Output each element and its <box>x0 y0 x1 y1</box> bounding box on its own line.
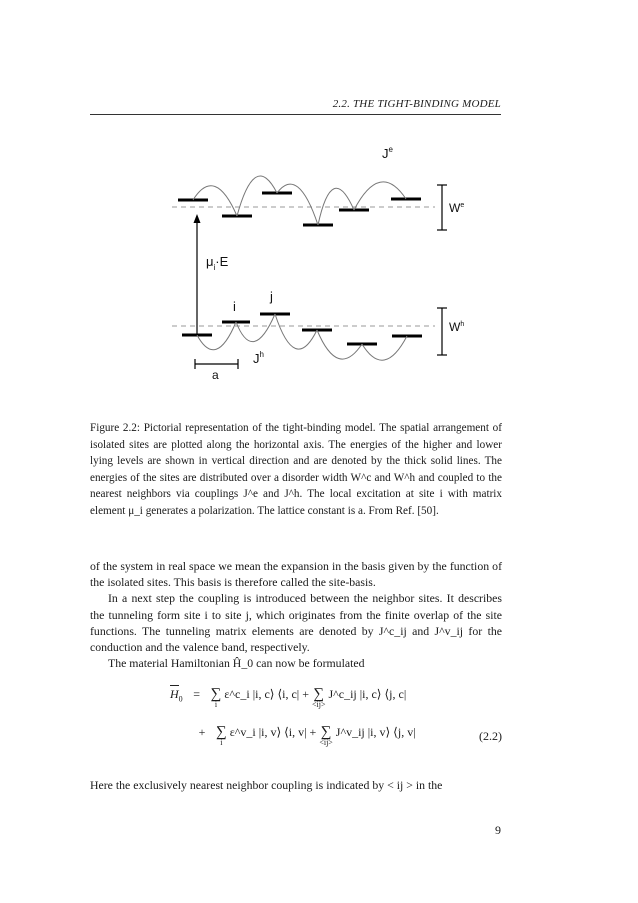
excitation-arrowhead <box>194 214 201 223</box>
upper-level-bars <box>178 193 421 225</box>
we-bracket <box>437 185 447 230</box>
equation-number: (2.2) <box>479 729 502 743</box>
page-number: 9 <box>495 823 501 837</box>
paragraph-1: of the system in real space we mean the expansion in the basis given by the function of the isolated sites. This basis is therefore called the site-basis. <box>90 559 502 590</box>
wh-bracket <box>437 308 447 355</box>
sum-symbol: ∑ i <box>210 686 222 709</box>
eq-row1-term1: ε^c_i |i, c⟩ ⟨i, c| <box>224 687 300 701</box>
running-header: 2.2. THE TIGHT-BINDING MODEL <box>332 98 501 110</box>
header-rule <box>90 114 501 115</box>
eq-sign: = <box>193 687 201 701</box>
upper-coupling-arcs <box>193 176 406 225</box>
label-i: i <box>233 299 236 314</box>
label-we: $W^e$ <box>449 201 465 215</box>
sum-symbol: ∑ <ij> <box>319 724 333 747</box>
body-text <box>90 558 502 671</box>
eq-plus: + <box>198 725 206 739</box>
lower-level-bars <box>182 314 422 344</box>
equation-row-2: + ∑ i ε^v_i |i, v⟩ ⟨i, v| + ∑ <ij> J^v_ij |i, v⟩ ⟨j, v| <box>150 725 416 747</box>
tight-binding-figure <box>150 130 490 390</box>
equation-row-1: $H_0$ = ∑ i ε^c_i |i, c⟩ ⟨i, c| + ∑ <ij> J^c_ij |i, c⟩ ⟨j, c| <box>170 686 407 709</box>
label-wh: $W^h$ <box>449 320 465 334</box>
sum-symbol: ∑ <ij> <box>311 686 326 709</box>
label-je: $J^e$ <box>382 145 393 161</box>
eq-lhs-sub: 0 <box>178 694 183 704</box>
figure-caption: Figure 2.2: Pictorial representation of the tight-binding model. The spatial arrangement of isolated sites are plotted along the horizontal axis. The energies of the higher and lower lying levels are shown in vertical direction and are denoted by the thick solid lines. The energies of the sites are distributed over a disorder width W^c and W^h and coupled to the nearest neighbors via couplings J^e and J^h. The local excitation at site i with matrix element μ_i generates a polarization. The lattice constant is a. From Ref. [50]. <box>90 422 502 517</box>
eq-lhs: H <box>170 687 179 701</box>
eq-row1-term2: J^c_ij |i, c⟩ ⟨j, c| <box>328 687 407 701</box>
paragraph-2: In a next step the coupling is introduced between the neighbor sites. It describes the tunneling form site i to site j, which originates from the finite overlap of the site functions. The tunneling matrix elements are denoted by J^c_ij and J^v_ij for the conduction and the valence band, respectively. <box>90 591 502 655</box>
paragraph-3: The material Hamiltonian Ĥ_0 can now be formulated <box>108 656 365 671</box>
label-a: a <box>212 368 219 382</box>
paragraph-continuation: Here the exclusively nearest neighbor coupling is indicated by < ij > in the <box>90 778 443 792</box>
eq-row2-term1: ε^v_i |i, v⟩ ⟨i, v| <box>229 725 307 739</box>
label-jh: $J^h$ <box>253 350 264 366</box>
label-j: j <box>270 289 273 304</box>
label-mu-e: $\mu_i\cdot E$ <box>206 254 229 272</box>
sum-symbol: ∑ i <box>216 724 227 747</box>
hamiltonian-equation <box>150 687 502 759</box>
eq-row2-term2: J^v_ij |i, v⟩ ⟨j, v| <box>335 725 416 739</box>
